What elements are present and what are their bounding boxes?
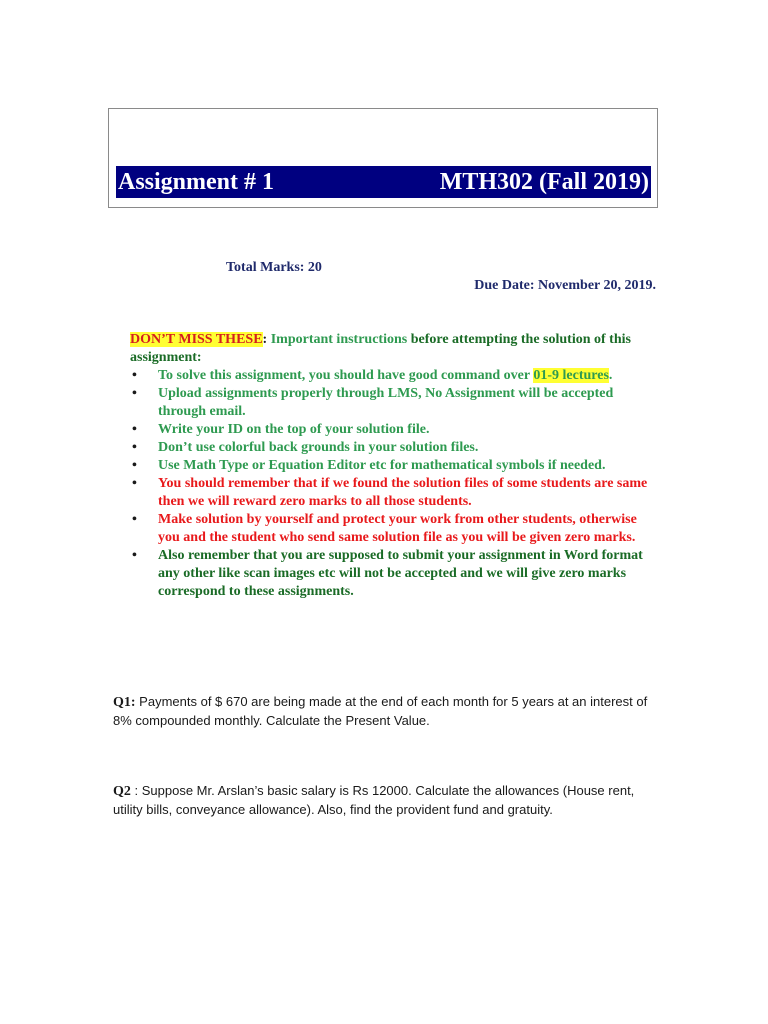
question-1 bbox=[113, 693, 658, 730]
bullet-icon: • bbox=[132, 386, 137, 401]
instructions-lead bbox=[130, 331, 655, 367]
instruction-item bbox=[130, 421, 655, 439]
bullet-icon: • bbox=[132, 368, 137, 383]
instruction-item bbox=[130, 511, 655, 547]
b5-text: Use Math Type or Equation Editor etc for mathematical symbols if needed. bbox=[158, 458, 606, 473]
bullet-icon: • bbox=[132, 422, 137, 437]
b1-prefix: To solve this assignment, you should have good command over bbox=[158, 368, 534, 383]
q1-label: Q1: bbox=[113, 695, 136, 710]
question-2 bbox=[113, 782, 658, 819]
instruction-list bbox=[130, 367, 655, 601]
b6-text: You should remember that if we found the solution files of some students are same then we will reward zero marks to all those students. bbox=[158, 476, 648, 509]
instruction-item bbox=[130, 547, 655, 601]
bullet-icon: • bbox=[132, 548, 137, 563]
instructions-block bbox=[130, 331, 655, 601]
b2-text: Upload assignments properly through LMS, No Assignment will be accepted through email. bbox=[158, 386, 614, 419]
total-marks: Total Marks: 20 bbox=[226, 260, 322, 275]
course-title: MTH302 (Fall 2019) bbox=[439, 169, 649, 195]
b4-text: Don’t use colorful back grounds in your solution files. bbox=[158, 440, 479, 455]
instruction-item bbox=[130, 457, 655, 475]
due-date: Due Date: November 20, 2019. bbox=[474, 278, 656, 293]
bullet-icon: • bbox=[132, 476, 137, 491]
q2-text: : Suppose Mr. Arslan’s basic salary is Rs 12000. Calculate the allowances (House rent, utility bills, conveyance allowance). Also, find the provident fund and gratuity. bbox=[113, 783, 635, 817]
dont-miss-highlight: DON’T MISS THESE bbox=[130, 332, 263, 347]
instruction-item bbox=[130, 385, 655, 421]
b8-text: Also remember that you are supposed to submit your assignment in Word format any other like scan images etc will not be accepted and we will give zero marks correspond to these assignments. bbox=[158, 548, 643, 599]
b3-text: Write your ID on the top of your solution file. bbox=[158, 422, 430, 437]
lead-rest: before attempting the solution of this assignment: bbox=[130, 332, 631, 365]
bullet-icon: • bbox=[132, 440, 137, 455]
bullet-icon: • bbox=[132, 512, 137, 527]
instruction-item bbox=[130, 367, 655, 385]
lead-colon: : bbox=[262, 332, 271, 347]
lectures-highlight: 01-9 lectures bbox=[533, 368, 609, 383]
q1-text: Payments of $ 670 are being made at the end of each month for 5 years at an interest of 8% compounded monthly. Calculate the Present Value. bbox=[113, 694, 648, 728]
lead-important: Important instructions bbox=[270, 332, 411, 347]
assignment-title: Assignment # 1 bbox=[118, 169, 275, 195]
instruction-item bbox=[130, 439, 655, 457]
bullet-icon: • bbox=[132, 458, 137, 473]
b1-suffix: . bbox=[608, 368, 613, 383]
instruction-item bbox=[130, 475, 655, 511]
b7-text: Make solution by yourself and protect your work from other students, otherwise you and the student who send same solution file as you will be given zero marks. bbox=[158, 512, 637, 545]
q2-label: Q2 bbox=[113, 784, 131, 799]
title-bar bbox=[116, 166, 651, 198]
